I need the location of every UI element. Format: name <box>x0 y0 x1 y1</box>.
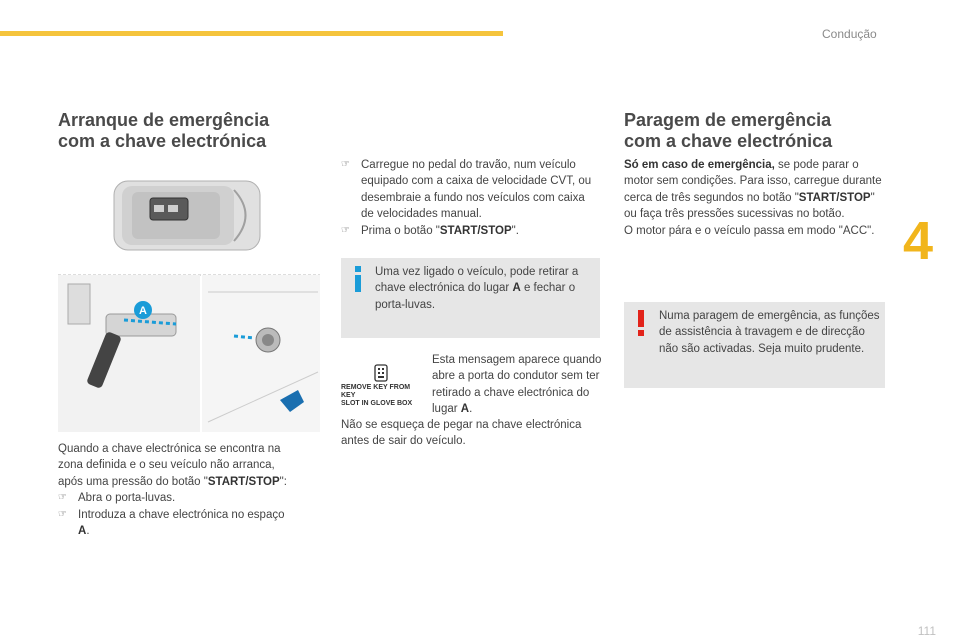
info-text-part1: Uma vez ligado o veículo, pode retirar a chave electrónica do lugar <box>375 266 579 295</box>
right-paragraph-1 <box>624 157 884 223</box>
left-bullet-2 <box>58 507 298 540</box>
key-reminder: Não se esqueça de pegar na chave electrónica antes de sair do veículo. <box>341 419 582 448</box>
right-heading-line1: Paragem de emergência <box>624 110 832 130</box>
keypad-icon <box>374 364 388 382</box>
left-intro-end: ": <box>279 475 287 488</box>
glovebox-key-slot-illustration <box>58 272 320 432</box>
middle-bullet-2-bold: START/STOP <box>439 224 512 237</box>
info-box <box>341 258 600 338</box>
chapter-number: 4 <box>903 211 934 271</box>
message-line-1: REMOVE KEY FROM KEY <box>341 384 411 399</box>
message-explanation-text: Esta mensagem aparece quando abre a porta do condutor sem ter retirado a chave electrónica do lugar <box>432 354 602 416</box>
bullet-marker-icon: ☞ <box>58 508 67 520</box>
bullet-marker-icon: ☞ <box>58 492 67 504</box>
left-intro-bold: START/STOP <box>207 475 280 488</box>
middle-bullet-1-text: Carregue no pedal do travão, num veículo equipado com a caixa de velocidade CVT, ou desembraie a fundo nos veículos com caixa de velocidades manual. <box>361 159 592 221</box>
warning-box <box>624 302 885 388</box>
left-bullet-1-text: Abra o porta-luvas. <box>78 492 176 505</box>
left-bullet-1 <box>58 490 298 506</box>
section-title: Condução <box>822 27 877 41</box>
message-explanation <box>432 352 602 418</box>
car-topview-illustration <box>112 178 262 253</box>
left-heading-line1: Arranque de emergência <box>58 110 270 130</box>
warning-icon <box>634 310 648 336</box>
middle-bullet-1 <box>341 157 599 223</box>
bullet-marker-icon: ☞ <box>341 159 350 170</box>
middle-body <box>341 157 599 239</box>
right-heading <box>624 110 884 152</box>
left-body <box>58 441 298 539</box>
right-p1-text: se pode parar o motor sem condições. Para isso, carregue durante cerca de três segundos no botão " <box>624 159 882 204</box>
left-heading-line2: com a chave electrónica <box>58 131 267 151</box>
left-bullet-2-end: . <box>86 525 90 538</box>
callout-a-label: A <box>139 305 147 317</box>
keypad-message-icon <box>341 364 421 407</box>
message-explanation-end: . <box>469 403 473 416</box>
info-icon <box>351 266 365 292</box>
right-heading-line2: com a chave electrónica <box>624 131 833 151</box>
bullet-marker-icon: ☞ <box>341 224 350 236</box>
left-intro-text: Quando a chave electrónica se encontra na zona definida e o seu veículo não arranca, após uma pressão do botão " <box>58 443 281 488</box>
info-text <box>375 264 595 313</box>
right-p1-bold: Só em caso de emergência, <box>624 159 775 171</box>
left-bullet-2-bold: A <box>78 525 87 538</box>
message-line-2: SLOT IN GLOVE BOX <box>341 400 413 407</box>
right-body <box>624 157 884 239</box>
middle-bullet-2-end: ". <box>511 224 519 237</box>
page-number: 111 <box>917 624 936 638</box>
middle-bullet-2 <box>341 223 599 239</box>
header-accent-bar <box>0 31 503 36</box>
right-paragraph-2: O motor pára e o veículo passa em modo "ACC". <box>624 224 875 237</box>
left-intro <box>58 441 298 490</box>
right-p1-end: " ou faça três pressões sucessivas no botão. <box>624 191 875 221</box>
message-explanation-bold: A <box>460 403 470 416</box>
middle-bullet-2-text: Prima o botão " <box>361 224 440 237</box>
right-p1-bold2: START/STOP <box>798 191 871 204</box>
left-heading <box>58 110 318 152</box>
left-bullet-2-text: Introduza a chave electrónica no espaço <box>78 508 285 521</box>
info-text-part2: e fechar o porta-luvas. <box>375 282 576 311</box>
info-text-bold: A <box>512 282 521 295</box>
warning-text: Numa paragem de emergência, as funções de assistência à travagem e de direcção não são activadas. Seja muito prudente. <box>659 310 880 355</box>
